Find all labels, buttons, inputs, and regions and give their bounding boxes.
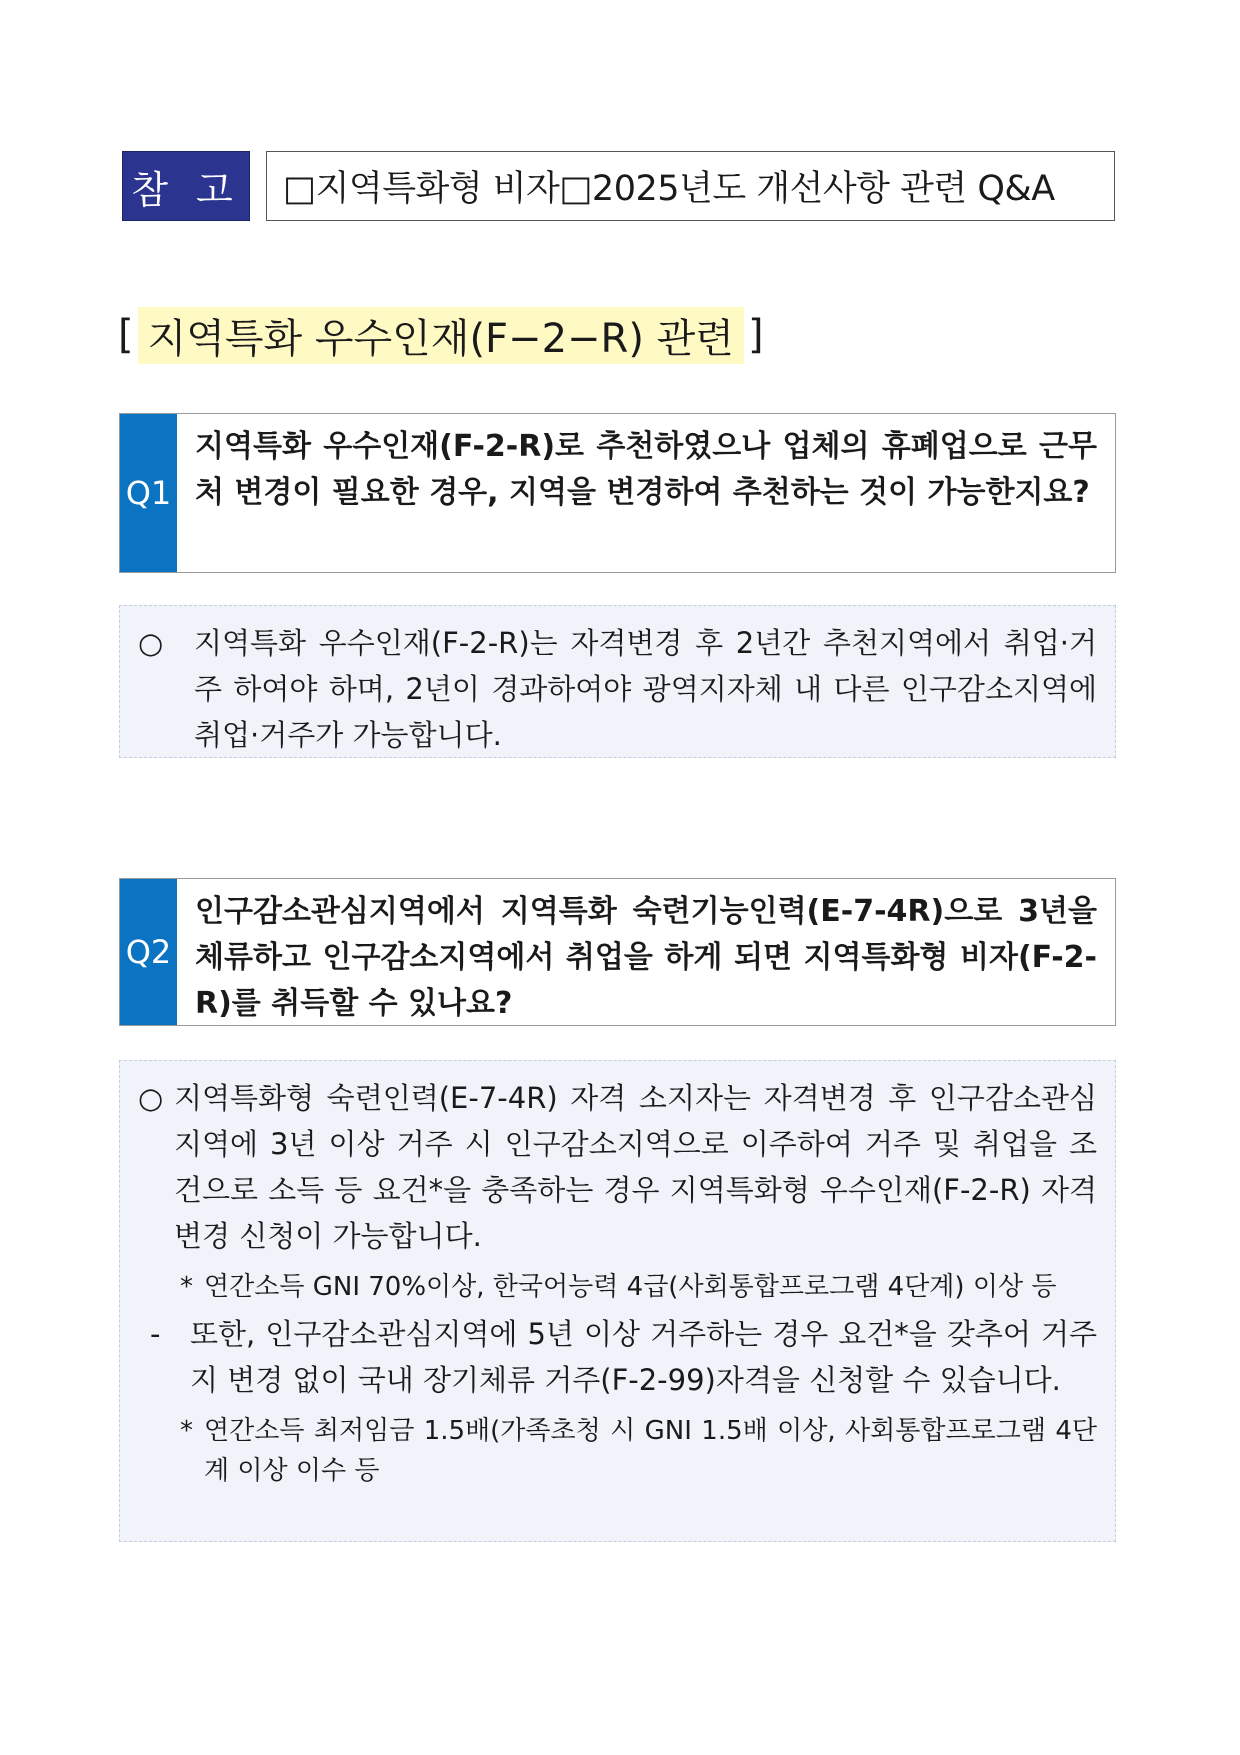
asterisk-icon: * (180, 1272, 193, 1302)
section-heading (118, 306, 764, 364)
question-label: Q1 (120, 414, 177, 572)
section-title: 지역특화 우수인재(F−2−R) 관련 (138, 307, 744, 364)
question-box-q2 (119, 878, 1116, 1026)
question-box-q1 (119, 413, 1116, 573)
footnote-text: 연간소득 최저임금 1.5배(가족초청 시 GNI 1.5배 이상, 사회통합프로그램 4단계 이상 이수 등 (204, 1416, 1097, 1486)
answer-text: 지역특화형 숙련인력(E-7-4R) 자격 소지자는 자격변경 후 인구감소관심지역에 3년 이상 거주 시 인구감소지역으로 이주하여 거주 및 취업을 조건으로 소득 등 요건*을 충족하는 경우 지역특화형 우수인재(F-2-R) 자격변경 신청이 가능합니다. (174, 1081, 1097, 1253)
dash-bullet-icon: - (150, 1317, 161, 1351)
answer-item (138, 1075, 1097, 1259)
question-label: Q2 (120, 879, 177, 1025)
question-text: 지역특화 우수인재(F-2-R)로 추천하였으나 업체의 휴폐업으로 근무처 변경이 필요한 경우, 지역을 변경하여 추천하는 것이 가능한지요? (195, 429, 1097, 510)
reference-badge: 참 고 (122, 151, 250, 221)
question-text: 인구감소관심지역에서 지역특화 숙련기능인력(E-7-4R)으로 3년을 체류하고 인구감소지역에서 취업을 하게 되면 지역특화형 비자(F-2-R)를 취득할 수 있나요? (195, 894, 1097, 1021)
sub-answer-item (150, 1311, 1097, 1403)
footnote-text: 연간소득 GNI 70%이상, 한국어능력 4급(사회통합프로그램 4단계) 이상 등 (204, 1272, 1057, 1302)
sub-answer-text: 또한, 인구감소관심지역에 5년 이상 거주하는 경우 요건*을 갖추어 거주지 변경 없이 국내 장기체류 거주(F-2-99)자격을 신청할 수 있습니다. (190, 1317, 1097, 1397)
close-bracket: ] (747, 312, 764, 358)
answer-item (138, 620, 1097, 758)
answer-box-q1 (119, 605, 1116, 758)
footnote (180, 1267, 1097, 1307)
answer-box-q2 (119, 1060, 1116, 1542)
answer-text: 지역특화 우수인재(F-2-R)는 자격변경 후 2년간 추천지역에서 취업·거주 하여야 하며, 2년이 경과하여야 광역지자체 내 다른 인구감소지역에 취업·거주가 가능합니다. (194, 626, 1097, 752)
footnote (180, 1411, 1097, 1491)
document-title: □지역특화형 비자□2025년도 개선사항 관련 Q&A (266, 151, 1115, 221)
circle-bullet-icon: ○ (138, 1081, 164, 1115)
circle-bullet-icon: ○ (138, 626, 164, 660)
asterisk-icon: * (180, 1416, 193, 1446)
open-bracket: [ (118, 312, 134, 358)
